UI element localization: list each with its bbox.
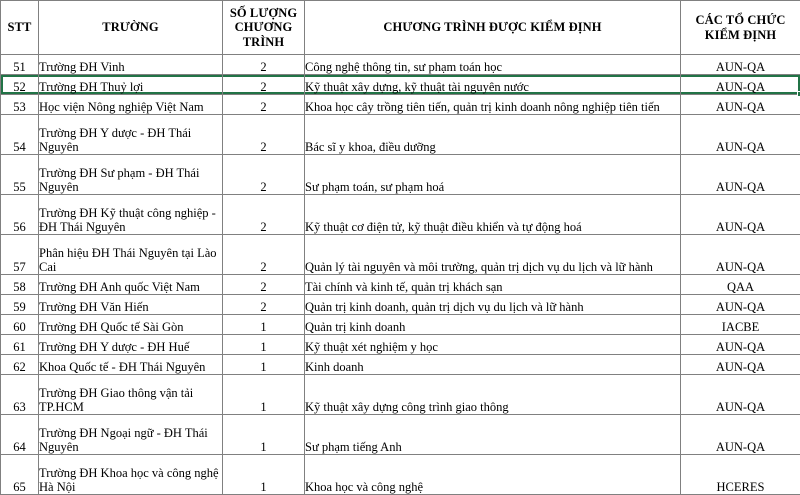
cell-school-name[interactable]: Trường ĐH Quốc tế Sài Gòn bbox=[39, 315, 223, 335]
cell-stt[interactable]: 55 bbox=[1, 155, 39, 195]
table-row[interactable] bbox=[1, 75, 800, 95]
cell-program-count[interactable]: 1 bbox=[223, 455, 305, 495]
table-header-row bbox=[1, 1, 800, 55]
cell-stt[interactable]: 64 bbox=[1, 415, 39, 455]
cell-school-name[interactable]: Trường ĐH Kỹ thuật công nghiệp - ĐH Thái Nguyên bbox=[39, 195, 223, 235]
table-row[interactable] bbox=[1, 335, 800, 355]
cell-program-count[interactable]: 2 bbox=[223, 115, 305, 155]
cell-accreditor[interactable]: AUN-QA bbox=[681, 355, 800, 375]
cell-school-name[interactable]: Trường ĐH Vinh bbox=[39, 55, 223, 75]
cell-program-list[interactable]: Bác sĩ y khoa, điều dưỡng bbox=[305, 115, 681, 155]
table-row[interactable] bbox=[1, 115, 800, 155]
cell-program-count[interactable]: 2 bbox=[223, 55, 305, 75]
table-row[interactable] bbox=[1, 235, 800, 275]
cell-program-list[interactable]: Khoa học và công nghệ bbox=[305, 455, 681, 495]
cell-school-name[interactable]: Trường ĐH Ngoại ngữ - ĐH Thái Nguyên bbox=[39, 415, 223, 455]
cell-program-list[interactable]: Kỹ thuật xây dựng, kỹ thuật tài nguyên nước bbox=[305, 75, 681, 95]
cell-program-list[interactable]: Sư phạm toán, sư phạm hoá bbox=[305, 155, 681, 195]
table-row[interactable] bbox=[1, 275, 800, 295]
table-row[interactable] bbox=[1, 55, 800, 75]
cell-accreditor[interactable]: AUN-QA bbox=[681, 335, 800, 355]
cell-accreditor[interactable]: AUN-QA bbox=[681, 95, 800, 115]
cell-stt[interactable]: 56 bbox=[1, 195, 39, 235]
cell-stt[interactable]: 59 bbox=[1, 295, 39, 315]
cell-accreditor[interactable]: QAA bbox=[681, 275, 800, 295]
cell-program-list[interactable]: Quản lý tài nguyên và môi trường, quản trị dịch vụ du lịch và lữ hành bbox=[305, 235, 681, 275]
cell-accreditor[interactable]: AUN-QA bbox=[681, 155, 800, 195]
cell-accreditor[interactable]: AUN-QA bbox=[681, 415, 800, 455]
cell-stt[interactable]: 52 bbox=[1, 75, 39, 95]
cell-program-list[interactable]: Quản trị kinh doanh, quản trị dịch vụ du lịch và lữ hành bbox=[305, 295, 681, 315]
cell-accreditor[interactable]: AUN-QA bbox=[681, 115, 800, 155]
cell-stt[interactable]: 62 bbox=[1, 355, 39, 375]
cell-accreditor[interactable]: AUN-QA bbox=[681, 235, 800, 275]
table-row[interactable] bbox=[1, 315, 800, 335]
cell-program-count[interactable]: 1 bbox=[223, 335, 305, 355]
cell-program-count[interactable]: 1 bbox=[223, 415, 305, 455]
cell-school-name[interactable]: Học viện Nông nghiệp Việt Nam bbox=[39, 95, 223, 115]
table-row[interactable] bbox=[1, 195, 800, 235]
cell-stt[interactable]: 61 bbox=[1, 335, 39, 355]
cell-school-name[interactable]: Trường ĐH Anh quốc Việt Nam bbox=[39, 275, 223, 295]
cell-program-count[interactable]: 1 bbox=[223, 315, 305, 335]
column-header-to-chuc: CÁC TỔ CHỨC KIỂM ĐỊNH bbox=[681, 1, 800, 55]
column-header-stt: STT bbox=[1, 1, 39, 55]
table-row[interactable] bbox=[1, 295, 800, 315]
cell-stt[interactable]: 58 bbox=[1, 275, 39, 295]
cell-school-name[interactable]: Trường ĐH Thuỷ lợi bbox=[39, 75, 223, 95]
cell-program-count[interactable]: 2 bbox=[223, 75, 305, 95]
cell-program-list[interactable]: Khoa học cây trồng tiên tiến, quản trị kinh doanh nông nghiệp tiên tiến bbox=[305, 95, 681, 115]
table-row[interactable] bbox=[1, 95, 800, 115]
cell-program-count[interactable]: 2 bbox=[223, 155, 305, 195]
cell-stt[interactable]: 54 bbox=[1, 115, 39, 155]
cell-school-name[interactable]: Trường ĐH Sư phạm - ĐH Thái Nguyên bbox=[39, 155, 223, 195]
cell-program-count[interactable]: 2 bbox=[223, 195, 305, 235]
column-header-chuong-trinh: CHƯƠNG TRÌNH ĐƯỢC KIỂM ĐỊNH bbox=[305, 1, 681, 55]
cell-accreditor[interactable]: AUN-QA bbox=[681, 75, 800, 95]
cell-stt[interactable]: 60 bbox=[1, 315, 39, 335]
column-header-so-luong: SỐ LƯỢNG CHƯƠNG TRÌNH bbox=[223, 1, 305, 55]
cell-program-list[interactable]: Quản trị kinh doanh bbox=[305, 315, 681, 335]
cell-school-name[interactable]: Trường ĐH Khoa học và công nghệ Hà Nội bbox=[39, 455, 223, 495]
cell-accreditor[interactable]: AUN-QA bbox=[681, 55, 800, 75]
cell-program-list[interactable]: Sư phạm tiếng Anh bbox=[305, 415, 681, 455]
cell-program-count[interactable]: 2 bbox=[223, 275, 305, 295]
column-header-truong: TRƯỜNG bbox=[39, 1, 223, 55]
cell-accreditor[interactable]: AUN-QA bbox=[681, 375, 800, 415]
table-row[interactable] bbox=[1, 415, 800, 455]
cell-accreditor[interactable]: AUN-QA bbox=[681, 195, 800, 235]
cell-program-count[interactable]: 2 bbox=[223, 235, 305, 275]
cell-stt[interactable]: 63 bbox=[1, 375, 39, 415]
cell-program-count[interactable]: 1 bbox=[223, 355, 305, 375]
cell-school-name[interactable]: Trường ĐH Y dược - ĐH Huế bbox=[39, 335, 223, 355]
cell-program-count[interactable]: 1 bbox=[223, 375, 305, 415]
cell-school-name[interactable]: Trường ĐH Văn Hiến bbox=[39, 295, 223, 315]
table-row[interactable] bbox=[1, 455, 800, 495]
table-row[interactable] bbox=[1, 375, 800, 415]
cell-program-list[interactable]: Tài chính và kinh tế, quản trị khách sạn bbox=[305, 275, 681, 295]
selection-fill-handle[interactable] bbox=[797, 91, 800, 97]
cell-school-name[interactable]: Trường ĐH Y dược - ĐH Thái Nguyên bbox=[39, 115, 223, 155]
cell-stt[interactable]: 53 bbox=[1, 95, 39, 115]
cell-school-name[interactable]: Khoa Quốc tế - ĐH Thái Nguyên bbox=[39, 355, 223, 375]
cell-accreditor[interactable]: HCERES bbox=[681, 455, 800, 495]
cell-program-list[interactable]: Công nghệ thông tin, sư phạm toán học bbox=[305, 55, 681, 75]
cell-program-list[interactable]: Kinh doanh bbox=[305, 355, 681, 375]
cell-stt[interactable]: 65 bbox=[1, 455, 39, 495]
cell-stt[interactable]: 57 bbox=[1, 235, 39, 275]
table-row[interactable] bbox=[1, 355, 800, 375]
cell-stt[interactable]: 51 bbox=[1, 55, 39, 75]
cell-program-list[interactable]: Kỹ thuật xây dựng công trình giao thông bbox=[305, 375, 681, 415]
cell-school-name[interactable]: Phân hiệu ĐH Thái Nguyên tại Lào Cai bbox=[39, 235, 223, 275]
cell-program-count[interactable]: 2 bbox=[223, 95, 305, 115]
cell-accreditor[interactable]: AUN-QA bbox=[681, 295, 800, 315]
cell-program-count[interactable]: 2 bbox=[223, 295, 305, 315]
table-row[interactable] bbox=[1, 155, 800, 195]
cell-accreditor[interactable]: IACBE bbox=[681, 315, 800, 335]
cell-program-list[interactable]: Kỹ thuật xét nghiệm y học bbox=[305, 335, 681, 355]
cell-program-list[interactable]: Kỹ thuật cơ điện tử, kỹ thuật điều khiển và tự động hoá bbox=[305, 195, 681, 235]
cell-school-name[interactable]: Trường ĐH Giao thông vận tải TP.HCM bbox=[39, 375, 223, 415]
